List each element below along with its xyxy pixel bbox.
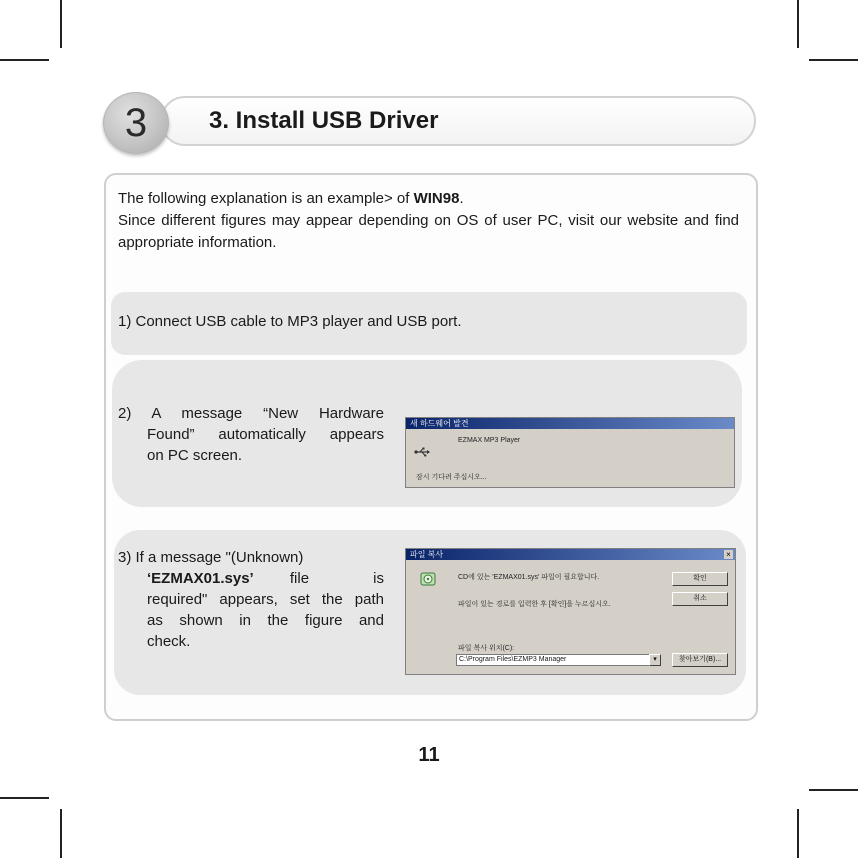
step3-line-rest: file is (289, 570, 384, 587)
step3-text (118, 547, 384, 652)
ok-button[interactable]: 확인 (672, 572, 728, 586)
crop-mark (60, 0, 62, 48)
crop-mark (797, 0, 799, 48)
section-title: 3. Install USB Driver (209, 107, 439, 134)
browse-button[interactable]: 찾아보기(B)... (672, 653, 728, 667)
path-input[interactable]: C:\Program Files\EZMP3 Manager (456, 654, 650, 666)
path-label: 파일 복사 위치(C): (458, 645, 515, 652)
dialog-title: 파일 복사 (406, 549, 735, 560)
dialog-message-1: CD에 있는 'EZMAX01.sys' 파일이 필요합니다. (458, 574, 600, 581)
wait-message: 잠시 기다려 주십시오... (416, 474, 487, 481)
step2-line: Found” automatically appears (147, 426, 384, 443)
cd-icon (420, 571, 436, 587)
dialog-title: 새 하드웨어 발견 (406, 418, 734, 429)
step2-text (118, 403, 384, 466)
crop-mark (0, 797, 49, 799)
step3-line: as shown in the figure and (147, 612, 384, 629)
intro-line2: Since different figures may appear depending on OS of user PC, visit our website and find appropriate information. (118, 212, 739, 251)
step3-line: 3) If a message "(Unknown) (118, 549, 304, 566)
crop-mark (809, 789, 858, 791)
crop-mark (0, 59, 49, 61)
os-name: WIN98 (413, 190, 460, 207)
step2-line: 2) A message “New Hardware (118, 405, 384, 422)
driver-filename: ‘EZMAX01.sys’ (147, 570, 254, 587)
section-number-badge: 3 (103, 92, 169, 154)
cancel-button[interactable]: 취소 (672, 592, 728, 606)
path-dropdown-button[interactable]: ▾ (649, 654, 661, 666)
step2-line: on PC screen. (147, 447, 243, 464)
crop-mark (809, 59, 858, 61)
file-copy-dialog (405, 548, 736, 675)
new-hardware-dialog (405, 417, 735, 488)
crop-mark (797, 809, 799, 858)
usb-icon (414, 444, 430, 454)
step3-line: check. (147, 633, 191, 650)
intro-text (118, 188, 739, 254)
device-name: EZMAX MP3 Player (458, 437, 521, 444)
close-icon[interactable]: × (724, 550, 733, 559)
page-number: 11 (418, 744, 440, 766)
dialog-message-2: 파일이 있는 경로를 입력한 후 [확인]을 누르십시오. (458, 601, 611, 608)
step1-text: 1) Connect USB cable to MP3 player and USB port. (118, 313, 462, 330)
step3-line (118, 568, 384, 589)
intro-line1: The following explanation is an example> of (118, 190, 414, 207)
intro-period: . (459, 190, 464, 207)
crop-mark (60, 809, 62, 858)
step3-line: required" appears, set the path (147, 591, 384, 608)
